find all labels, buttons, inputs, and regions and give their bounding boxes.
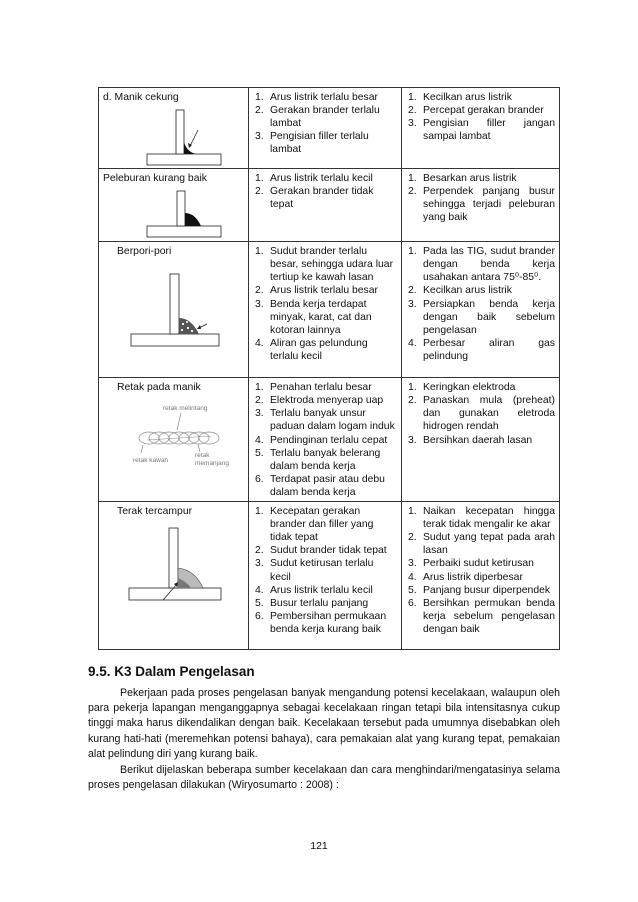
table-row — [99, 242, 560, 378]
fig-label-memanjang-2: memanjang — [195, 460, 229, 468]
list-item: Benda kerja terdapat minyak, karat, cat dan kotoran lainnya — [270, 298, 372, 336]
fixes-cell — [402, 242, 560, 378]
causes-cell — [249, 378, 402, 502]
body-paragraph: Pekerjaan pada proses pengelasan banyak mengandung potensi kecelakaan, walaupun oleh para pekerja lapangan menganggapnya sebagai kecelakaan ringan tetapi bila intensitasnya cukup tinggi maka harus dikendalikan dengan baik. Kecelakaan tersebut pada umumnya disebabkan oleh kurang hati-hati (meremehkan potensi bahaya), cara pemakaian alat yang kurang tepat, pemakaian alat pelindung diri yang kurang baik. — [88, 687, 560, 760]
list-item: Sudut brander tidak tepat — [270, 545, 387, 557]
list-item: Elektroda menyerap uap — [270, 395, 384, 407]
list-item: Perbaiki sudut ketirusan — [423, 558, 534, 570]
causes-list — [253, 245, 397, 363]
fixes-cell — [402, 502, 560, 650]
list-item: Kecilkan arus listrik — [423, 285, 512, 297]
defect-cell — [99, 378, 249, 502]
defect-cell — [99, 502, 249, 650]
list-item: Sudut yang tepat pada arah lasan — [423, 532, 555, 557]
defect-name: d. Manik cekung — [103, 92, 179, 103]
list-item: Bersihkan daerah lasan — [423, 434, 533, 446]
list-item: Perbesar aliran gas pelindung — [423, 337, 555, 362]
body-paragraph: Berikut dijelaskan beberapa sumber kecelakaan dan cara menghindari/mengatasinya selama proses pengelasan dilakukan (Wiryosumarto : 2008) : — [88, 764, 560, 792]
causes-list — [253, 172, 397, 211]
causes-cell — [249, 242, 402, 378]
list-item: Pengisian filler terlalu lambat — [270, 131, 369, 156]
defect-cell — [99, 169, 249, 242]
fixes-list — [406, 245, 555, 363]
causes-cell — [249, 169, 402, 242]
table-row — [99, 502, 560, 650]
defect-name: Berpori-pori — [117, 246, 172, 258]
list-item: Bersihkan permukan benda kerja sebelum pengelasan dengan baik — [423, 597, 555, 635]
list-item: Sudut ketirusan terlalu kecil — [270, 558, 374, 583]
list-item: Gerakan brander terlalu lambat — [270, 105, 380, 130]
list-item: Arus listrik terlalu besar — [270, 285, 378, 297]
list-item: Besarkan arus listrik — [423, 173, 517, 185]
causes-cell — [249, 88, 402, 169]
page-number: 121 — [310, 840, 328, 852]
list-item: Panjang busur diperpendek — [423, 584, 551, 596]
table-row — [99, 88, 560, 169]
table-row — [99, 378, 560, 502]
fixes-list — [406, 381, 555, 446]
list-item: Sudut brander terlalu besar, sehingga udara luar tertiup ke kawah lasan — [270, 246, 394, 284]
list-item: Arus listrik terlalu kecil — [270, 173, 373, 185]
list-item: Perpendek panjang busur sehingga terjadi peleburan yang baik — [423, 186, 555, 224]
poor-fusion-figure — [103, 189, 243, 239]
list-item: Busur terlalu panjang — [270, 597, 369, 609]
list-item: Naikan kecepatan hingga terak tidak mengalir ke akar — [423, 506, 555, 531]
list-item: Arus listrik diperbesar — [423, 571, 523, 583]
list-item: Keringkan elektroda — [423, 382, 516, 394]
list-item: Panaskan mula (preheat) dan gunakan eletroda hidrogen rendah — [423, 395, 555, 433]
list-item: Penahan terlalu besar — [270, 382, 372, 394]
bead-crack-figure — [103, 396, 243, 476]
causes-list — [253, 91, 397, 156]
fixes-cell — [402, 169, 560, 242]
list-item: Terlalu banyak unsur paduan dalam logam induk — [270, 408, 395, 433]
defect-cell — [99, 88, 249, 169]
porosity-figure — [103, 272, 243, 354]
defect-name: Retak pada manik — [117, 382, 201, 394]
fixes-list — [406, 505, 555, 636]
fixes-list — [406, 91, 555, 143]
list-item: Terdapat pasir atau debu dalam benda kerja — [270, 473, 385, 498]
weld-defect-table — [98, 87, 560, 650]
defect-name: Terak tercampur — [117, 506, 193, 518]
fig-label-melintang: retak melintang — [163, 405, 208, 413]
list-item: Persiapkan benda kerja dengan baik sebelum pengelasan — [423, 298, 555, 336]
list-item: Pengisian filler jangan sampai lambat — [423, 118, 555, 143]
fixes-cell — [402, 378, 560, 502]
section-heading: 9.5. K3 Dalam Pengelasan — [88, 664, 255, 679]
list-item: Aliran gas pelundung terlalu kecil — [270, 337, 368, 362]
table-row — [99, 169, 560, 242]
list-item: Pendinginan terlalu cepat — [270, 434, 388, 446]
causes-list — [253, 381, 397, 499]
list-item: Pada las TIG, sudut brander dengan benda kerja usahakan antara 75⁰-85⁰. — [423, 246, 555, 284]
list-item: Pembersihan permukaan benda kerja kurang baik — [270, 610, 387, 635]
fig-label-memanjang-1: retak — [195, 452, 210, 460]
fig-label-kawah: retak kawah — [133, 457, 169, 465]
defect-name: Peleburan kurang baik — [103, 173, 207, 185]
list-item: Percepat gerakan brander — [423, 105, 544, 117]
list-item: Gerakan brander tidak tepat — [270, 186, 374, 211]
causes-list — [253, 505, 397, 636]
slag-inclusion-figure — [103, 526, 243, 608]
concave-bead-figure — [103, 108, 243, 166]
list-item: Kecilkan arus listrik — [423, 92, 512, 103]
list-item: Arus listrik terlalu kecil — [270, 584, 373, 596]
list-item: Terlalu banyak belerang dalam benda kerja — [270, 447, 381, 472]
defect-cell — [99, 242, 249, 378]
fixes-cell — [402, 88, 560, 169]
fixes-list — [406, 172, 555, 224]
causes-cell — [249, 502, 402, 650]
list-item: Kecepatan gerakan brander dan filler yang tidak tepat — [270, 506, 374, 544]
list-item: Arus listrik terlalu besar — [270, 92, 378, 103]
